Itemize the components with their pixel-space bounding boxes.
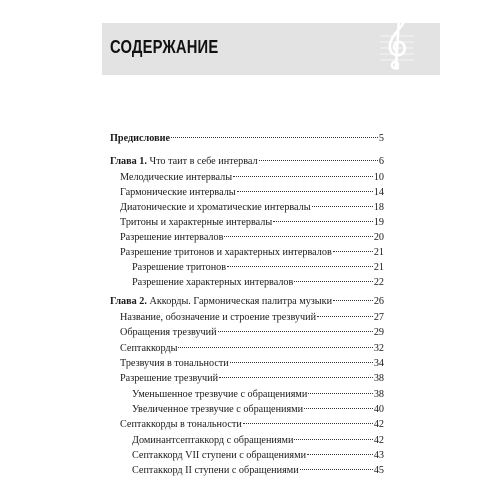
toc-entry — [120, 372, 384, 386]
toc-entry-text: Септаккорды в тональности — [120, 419, 242, 430]
toc-entry-text: Название, обозначение и строение трезвучий — [120, 312, 317, 323]
toc-page-number: 6 — [378, 156, 384, 167]
toc-entry-text: Гармонические интервалы — [120, 187, 236, 198]
dot-leader — [300, 469, 373, 470]
toc-entry — [120, 246, 384, 260]
dot-leader — [333, 300, 373, 301]
toc-entry — [120, 171, 384, 185]
toc-page-number: 42 — [373, 419, 384, 430]
toc-page-number: 42 — [373, 435, 384, 446]
dot-leader — [333, 251, 373, 252]
toc-entry — [132, 449, 384, 463]
toc-entry-text: Разрешение интервалов — [120, 232, 224, 243]
toc-entry — [120, 311, 384, 325]
toc-page-number: 45 — [373, 465, 384, 476]
dot-leader — [218, 331, 373, 332]
dot-leader — [273, 221, 373, 222]
dot-leader — [294, 439, 372, 440]
toc-entry — [132, 261, 384, 275]
toc-entry-title — [120, 216, 272, 230]
toc-entry — [120, 342, 384, 356]
dot-leader — [259, 160, 378, 161]
toc-entry-text: Мелодические интервалы — [120, 172, 233, 183]
toc-entry — [132, 276, 384, 290]
toc-page-number: 10 — [373, 172, 384, 183]
toc-entry-heading: Глава 2. — [110, 296, 147, 307]
dot-leader — [312, 206, 373, 207]
toc-entry — [110, 295, 384, 309]
toc-page-number: 38 — [373, 373, 384, 384]
toc-page-number: 5 — [378, 133, 384, 144]
page-title: СОДЕРЖАНИЕ — [110, 37, 219, 57]
dot-leader — [227, 266, 373, 267]
dot-leader — [243, 423, 373, 424]
toc-entry-text: Доминантсептаккорд с обращениями — [132, 435, 294, 446]
toc-entry-title — [132, 403, 303, 417]
toc-entry-text: Септаккорды — [120, 343, 178, 354]
toc-page-number: 27 — [373, 312, 384, 323]
dot-leader — [230, 362, 373, 363]
dot-leader — [294, 281, 372, 282]
toc-entry-text: Обращения трезвучий — [120, 327, 217, 338]
toc-entry-text: Септаккорд VII ступени с обращениями — [132, 450, 307, 461]
toc-entry-heading: Глава 1. — [110, 156, 147, 167]
toc-entry-text: Разрешение характерных интервалов — [132, 277, 294, 288]
toc-entry-text: Что таит в себе интервал — [146, 156, 258, 167]
toc-page-number: 26 — [373, 296, 384, 307]
toc-entry-title — [132, 276, 293, 290]
toc-entry — [120, 357, 384, 371]
toc-entry — [120, 186, 384, 200]
toc-page-number: 21 — [373, 262, 384, 273]
toc-entry — [110, 155, 384, 169]
toc-entry — [120, 216, 384, 230]
toc-entry-text: Разрешение тритонов и характерных интервалов — [120, 247, 332, 258]
toc-entry-title — [132, 449, 306, 463]
toc-page-number: 34 — [373, 358, 384, 369]
toc-entry-title — [120, 326, 217, 340]
toc-entry-text: Уменьшенное трезвучие с обращениями — [132, 389, 308, 400]
toc-entry-title — [120, 171, 232, 185]
toc-entry-title — [120, 418, 242, 432]
toc-entry — [132, 403, 384, 417]
toc-page-number: 40 — [373, 404, 384, 415]
toc-entry-title — [120, 186, 236, 200]
toc-entry-title — [110, 155, 258, 169]
toc-entry-text: Тритоны и характерные интервалы — [120, 217, 273, 228]
toc-page-number: 14 — [373, 187, 384, 198]
toc-entry — [120, 326, 384, 340]
dot-leader — [219, 377, 373, 378]
toc-entry-title — [120, 311, 316, 325]
toc-entry-text: Разрешение тритонов — [132, 262, 227, 273]
toc-entry-text: Увеличенное трезвучие с обращениями — [132, 404, 304, 415]
toc-entry-text: Трезвучия в тональности — [120, 358, 229, 369]
toc-page-number: 22 — [373, 277, 384, 288]
toc-entry-title — [132, 464, 299, 478]
dot-leader — [317, 316, 373, 317]
toc-entry-text: Разрешение трезвучий — [120, 373, 219, 384]
toc-page-number: 19 — [373, 217, 384, 228]
treble-clef-icon — [380, 12, 414, 72]
dot-leader — [308, 393, 373, 394]
toc-entry-title — [132, 261, 226, 275]
toc-entry-title — [120, 372, 218, 386]
toc-entry-title — [132, 388, 307, 402]
toc-page-number: 20 — [373, 232, 384, 243]
dot-leader — [224, 236, 372, 237]
toc-page-number: 21 — [373, 247, 384, 258]
toc-entry — [132, 388, 384, 402]
toc-page-number: 32 — [373, 343, 384, 354]
toc-entry — [132, 464, 384, 478]
toc-entry-text: Диатонические и хроматические интервалы — [120, 202, 311, 213]
toc-entry — [120, 418, 384, 432]
toc-entry-text: Септаккорд II ступени с обращениями — [132, 465, 299, 476]
toc-entry-title — [110, 132, 170, 146]
toc-entry-title — [132, 434, 293, 448]
toc-entry-title — [120, 201, 311, 215]
dot-leader — [178, 347, 372, 348]
dot-leader — [237, 191, 373, 192]
toc-entry-title — [110, 295, 332, 309]
toc-page-number: 38 — [373, 389, 384, 400]
toc-entry-title — [120, 246, 332, 260]
toc-page-number: 29 — [373, 327, 384, 338]
toc-entry — [110, 132, 384, 146]
toc-page-number: 18 — [373, 202, 384, 213]
toc-page-number: 43 — [373, 450, 384, 461]
dot-leader — [233, 176, 373, 177]
toc-entry — [120, 231, 384, 245]
toc-entry-title — [120, 357, 229, 371]
dot-leader — [304, 408, 373, 409]
toc-entry-title — [120, 342, 177, 356]
toc-entry — [132, 434, 384, 448]
dot-leader — [307, 454, 373, 455]
toc-entry — [120, 201, 384, 215]
toc-entry-heading: Предисловие — [110, 133, 170, 144]
toc-entry-title — [120, 231, 223, 245]
dot-leader — [171, 137, 378, 138]
toc-entry-text: Аккорды. Гармоническая палитра музыки — [146, 296, 333, 307]
